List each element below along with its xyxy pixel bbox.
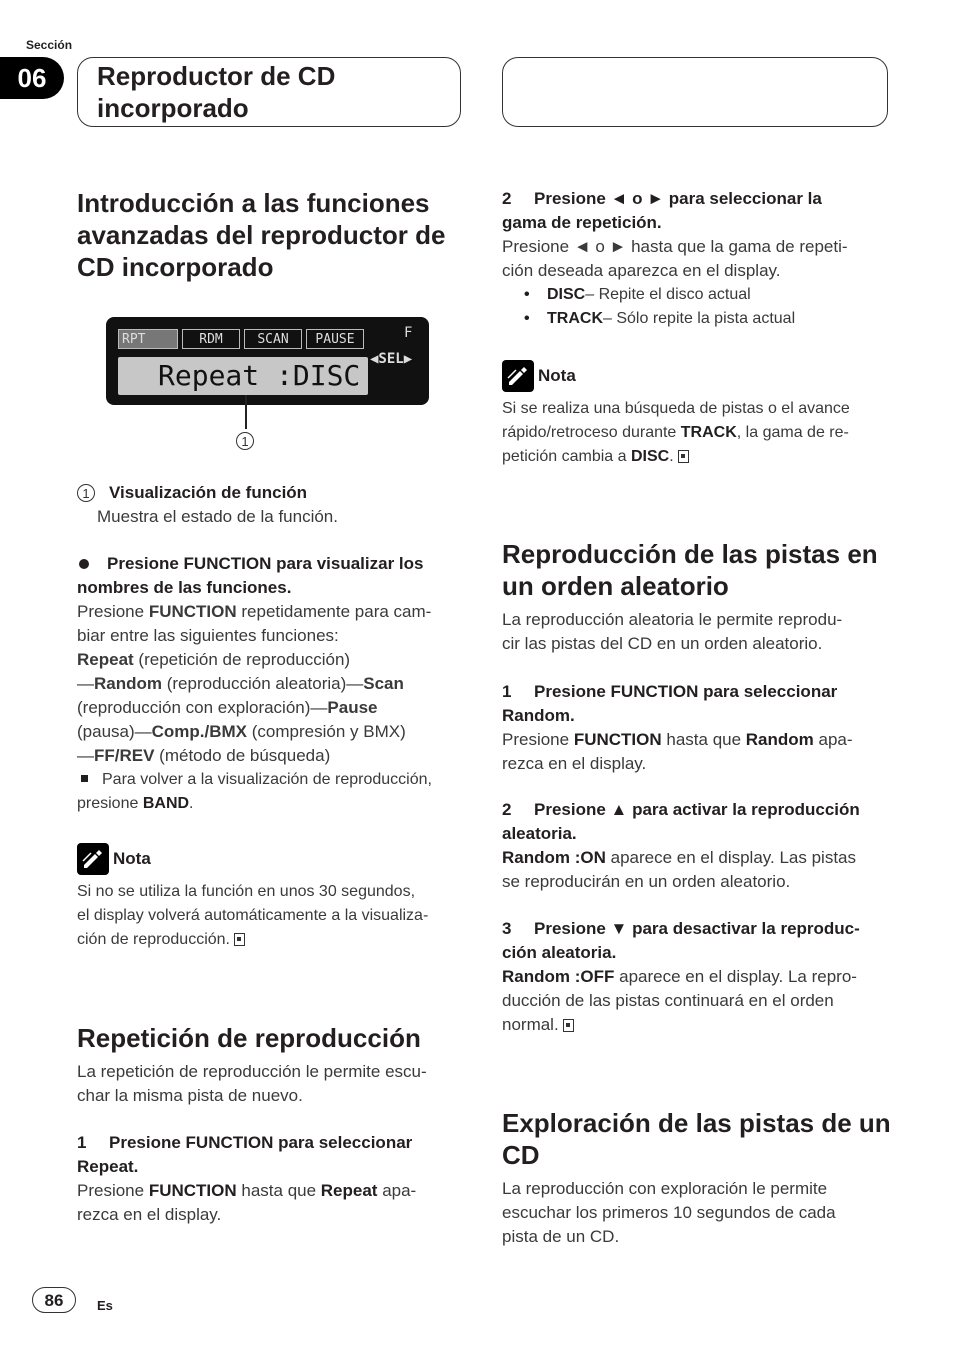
text: hasta que <box>236 1181 321 1200</box>
function-step-line2: nombres de las funciones. <box>77 578 292 597</box>
text: (repetición de reproducción) <box>133 650 351 669</box>
text: repetidamente para cam- <box>236 602 432 621</box>
text: Si no se utiliza la función en unos 30 segundos, <box>77 883 416 900</box>
repeat-intro <box>77 1060 467 1108</box>
keyword-track: TRACK <box>547 310 603 327</box>
intro-heading: Introducción a las funciones avanzadas del reproductor de CD incorporado <box>77 188 446 282</box>
lcd-tab-rpt: RPT <box>118 329 178 349</box>
text: — <box>77 674 94 693</box>
keyword-function: FUNCTION <box>573 730 662 749</box>
text: escuchar los primeros 10 segundos de cada <box>502 1203 836 1222</box>
list-item <box>502 283 892 307</box>
end-mark-icon <box>234 933 245 946</box>
function-instructions <box>77 552 467 816</box>
lcd-sel-indicator: ◀SEL▶ <box>370 351 413 367</box>
nota-2-text <box>502 397 892 469</box>
step-title: Presione FUNCTION para seleccionar <box>534 682 838 701</box>
text: presione <box>77 795 143 812</box>
text: ción deseada aparezca en el display. <box>502 261 781 280</box>
random-step-1 <box>502 680 892 776</box>
text: , la gama de re- <box>736 424 849 441</box>
pencil-note-icon <box>502 360 534 392</box>
random-step-3 <box>502 917 892 1037</box>
step-title-cont: ción aleatoria. <box>502 943 617 962</box>
random-intro <box>502 608 892 656</box>
section-number-badge: 06 <box>0 57 64 99</box>
text: rápido/retroceso durante <box>502 424 681 441</box>
nota-header-2 <box>502 360 576 392</box>
callout-marker <box>236 432 254 451</box>
callout-line <box>245 395 247 429</box>
keyword-band: BAND <box>142 795 190 812</box>
lcd-f-indicator: F <box>404 325 413 341</box>
step-title-cont: Random. <box>502 706 575 725</box>
text: petición cambia a <box>502 448 631 465</box>
text: aparece en el display. La repro- <box>614 967 857 986</box>
bullet-dot <box>79 559 89 569</box>
callout-entry-number: 1 <box>77 484 95 502</box>
text: . <box>189 795 194 812</box>
text: hasta que <box>661 730 746 749</box>
text: (compresión y BMX) <box>247 722 406 741</box>
text: ción de reproducción. <box>77 931 230 948</box>
step-title-cont: aleatoria. <box>502 824 577 843</box>
text: – Repite el disco actual <box>585 286 751 303</box>
step-number: 1 <box>502 682 512 701</box>
nota-header-1 <box>77 843 151 875</box>
keyword-random: Random <box>745 730 814 749</box>
range-step-2 <box>502 187 892 331</box>
text: Presione <box>77 602 149 621</box>
keyword-random-off: Random :OFF <box>502 967 615 986</box>
text: Presione <box>77 1181 149 1200</box>
text: (reproducción aleatoria)— <box>162 674 364 693</box>
random-heading: Reproducción de las pistas en un orden aleatorio <box>502 539 878 601</box>
step-number: 2 <box>502 189 512 208</box>
function-step-line1: Presione FUNCTION para visualizar los <box>107 554 424 573</box>
repeat-step-1 <box>77 1131 467 1227</box>
square-bullet-icon <box>81 775 88 782</box>
lcd-display-illustration <box>106 317 429 405</box>
step-title: Presione ◄ o ► para seleccionar la <box>534 189 822 208</box>
text: (método de búsqueda) <box>154 746 331 765</box>
lcd-tab-scan: SCAN <box>244 329 302 349</box>
end-mark-icon <box>678 450 689 463</box>
step-title-cont: Repeat. <box>77 1157 139 1176</box>
step-title: Presione ▼ para desactivar la reproduc- <box>534 919 860 938</box>
text: normal. <box>502 1015 559 1034</box>
range-options-list <box>502 283 892 331</box>
text: La reproducción aleatoria le permite reprodu- <box>502 610 843 629</box>
keyword-track: TRACK <box>680 424 737 441</box>
keyword-disc: DISC <box>547 286 586 303</box>
step-number: 1 <box>77 1133 87 1152</box>
keyword-comp-bmx: Comp./BMX <box>151 722 248 741</box>
text: apa- <box>813 730 853 749</box>
text: Si se realiza una búsqueda de pistas o el avance <box>502 400 850 417</box>
text: – Sólo repite la pista actual <box>603 310 796 327</box>
text: aparece en el display. Las pistas <box>605 848 857 867</box>
language-code: Es <box>97 1298 113 1313</box>
text: pista de un CD. <box>502 1227 620 1246</box>
keyword-scan: Scan <box>363 674 404 693</box>
pencil-note-icon <box>77 843 109 875</box>
text: apa- <box>377 1181 417 1200</box>
callout-entry-title: Visualización de función <box>109 483 308 502</box>
callout-number: 1 <box>236 432 254 450</box>
page-number: 86 <box>32 1287 76 1313</box>
text: La repetición de reproducción le permite escu- <box>77 1062 427 1081</box>
callout-entry-desc: Muestra el estado de la función. <box>97 507 338 526</box>
step-title-cont: gama de repetición. <box>502 213 662 232</box>
text: rezca en el display. <box>502 754 647 773</box>
nota-1-text <box>77 880 467 952</box>
keyword-pause: Pause <box>327 698 378 717</box>
text: (reproducción con exploración)— <box>77 698 328 717</box>
text: . <box>669 448 674 465</box>
callout-entry <box>77 481 457 529</box>
keyword-ff-rev: FF/REV <box>94 746 155 765</box>
text: ducción de las pistas continuará en el orden <box>502 991 834 1010</box>
scan-intro <box>502 1177 892 1249</box>
text: La reproducción con exploración le permite <box>502 1179 828 1198</box>
lcd-screen-text: Repeat :DISC <box>118 357 368 395</box>
step-title: Presione ▲ para activar la reproducción <box>534 800 860 819</box>
list-item <box>502 307 892 331</box>
text: (pausa)— <box>77 722 152 741</box>
chapter-title: Reproductor de CD incorporado <box>97 61 336 123</box>
section-label: Sección <box>26 38 73 52</box>
lcd-tab-pause: PAUSE <box>306 329 364 349</box>
lcd-tab-rdm: RDM <box>182 329 240 349</box>
nota-label: Nota <box>113 849 151 868</box>
text: Presione <box>502 730 574 749</box>
keyword-repeat: Repeat <box>320 1181 378 1200</box>
text: char la misma pista de nuevo. <box>77 1086 303 1105</box>
text: se reproducirán en un orden aleatorio. <box>502 872 791 891</box>
text: el display volverá automáticamente a la visualiza- <box>77 907 429 924</box>
scan-heading: Exploración de las pistas de un CD <box>502 1108 891 1170</box>
end-mark-icon <box>563 1019 574 1032</box>
text: Para volver a la visualización de reproducción, <box>102 771 432 788</box>
text: biar entre las siguientes funciones: <box>77 626 339 645</box>
text: — <box>77 746 94 765</box>
repeat-heading: Repetición de reproducción <box>77 1023 421 1053</box>
step-number: 2 <box>502 800 512 819</box>
keyword-function: FUNCTION <box>148 1181 237 1200</box>
keyword-random-on: Random :ON <box>502 848 606 867</box>
text: cir las pistas del CD en un orden aleatorio. <box>502 634 823 653</box>
keyword-function: FUNCTION <box>148 602 237 621</box>
nota-label: Nota <box>538 366 576 385</box>
header-empty-box <box>502 57 888 127</box>
keyword-disc: DISC <box>630 448 670 465</box>
text: rezca en el display. <box>77 1205 222 1224</box>
keyword-random: Random <box>94 674 162 693</box>
keyword-repeat: Repeat <box>77 650 134 669</box>
text: Presione ◄ o ► hasta que la gama de repeti- <box>502 237 848 256</box>
random-step-2 <box>502 798 892 894</box>
step-number: 3 <box>502 919 512 938</box>
step-title: Presione FUNCTION para seleccionar <box>109 1133 413 1152</box>
